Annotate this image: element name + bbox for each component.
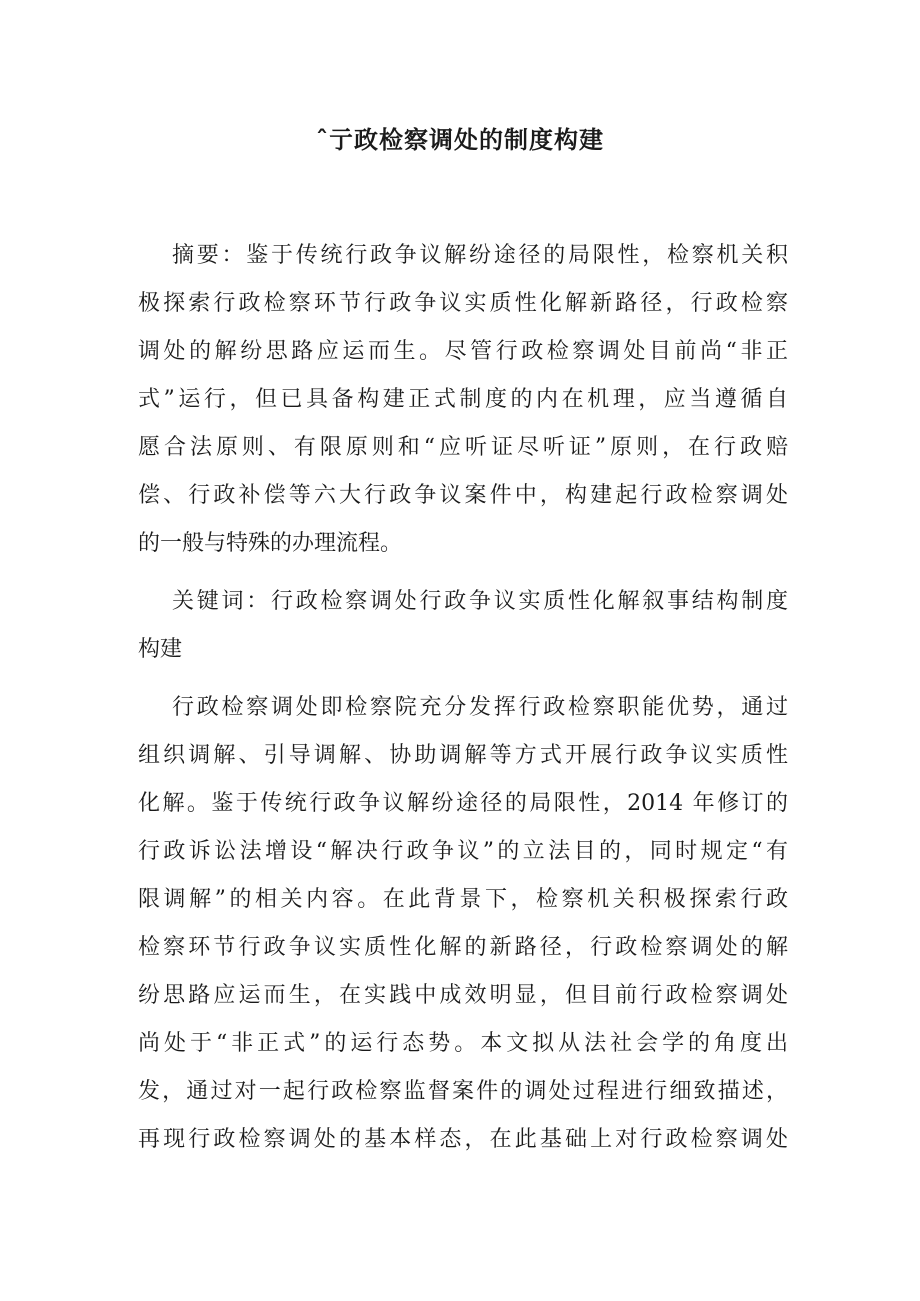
body-line: 检察环节行政争议实质性化解的新路径，行政检察调处的解 <box>138 935 788 960</box>
body-line: 发，通过对一起行政检察监督案件的调处过程进行细致描述， <box>138 1079 788 1104</box>
abstract-line: 愿合法原则、有限原则和“应听证尽听证”原则，在行政赔 <box>138 435 788 460</box>
abstract-line: 调处的解纷思路应运而生。尽管行政检察调处目前尚“非正 <box>138 339 788 364</box>
body-line: 行政检察调处即检察院充分发挥行政检察职能优势，通过 <box>172 695 788 720</box>
body-line: 组织调解、引导调解、协助调解等方式开展行政争议实质性 <box>138 743 788 768</box>
body-line: 化解。鉴于传统行政争议解纷途径的局限性，2014 年修订的 <box>138 791 788 816</box>
body-line: 限调解”的相关内容。在此背景下，检察机关积极探索行政 <box>138 887 788 912</box>
abstract-line: 式”运行，但已具备构建正式制度的内在机理，应当遵循自 <box>138 387 788 412</box>
body-line: 尚处于“非正式”的运行态势。本文拟从法社会学的角度出 <box>138 1031 788 1056</box>
abstract-line: 摘要：鉴于传统行政争议解纷途径的局限性，检察机关积 <box>172 243 788 268</box>
document-title: ˆ亍政检察调处的制度构建 <box>316 126 604 154</box>
body-line: 行政诉讼法增设“解决行政争议”的立法目的，同时规定“有 <box>138 839 788 864</box>
abstract-line: 偿、行政补偿等六大行政争议案件中，构建起行政检察调处 <box>138 483 788 508</box>
keywords-line: 关键词：行政检察调处行政争议实质性化解叙事结构制度 <box>172 589 788 614</box>
abstract-line: 极探索行政检察环节行政争议实质性化解新路径，行政检察 <box>138 291 788 316</box>
body-line: 再现行政检察调处的基本样态，在此基础上对行政检察调处 <box>138 1127 788 1152</box>
keywords-line: 构建 <box>138 637 183 662</box>
abstract-line: 的一般与特殊的办理流程。 <box>138 531 403 556</box>
body-line: 纷思路应运而生，在实践中成效明显，但目前行政检察调处 <box>138 983 788 1008</box>
